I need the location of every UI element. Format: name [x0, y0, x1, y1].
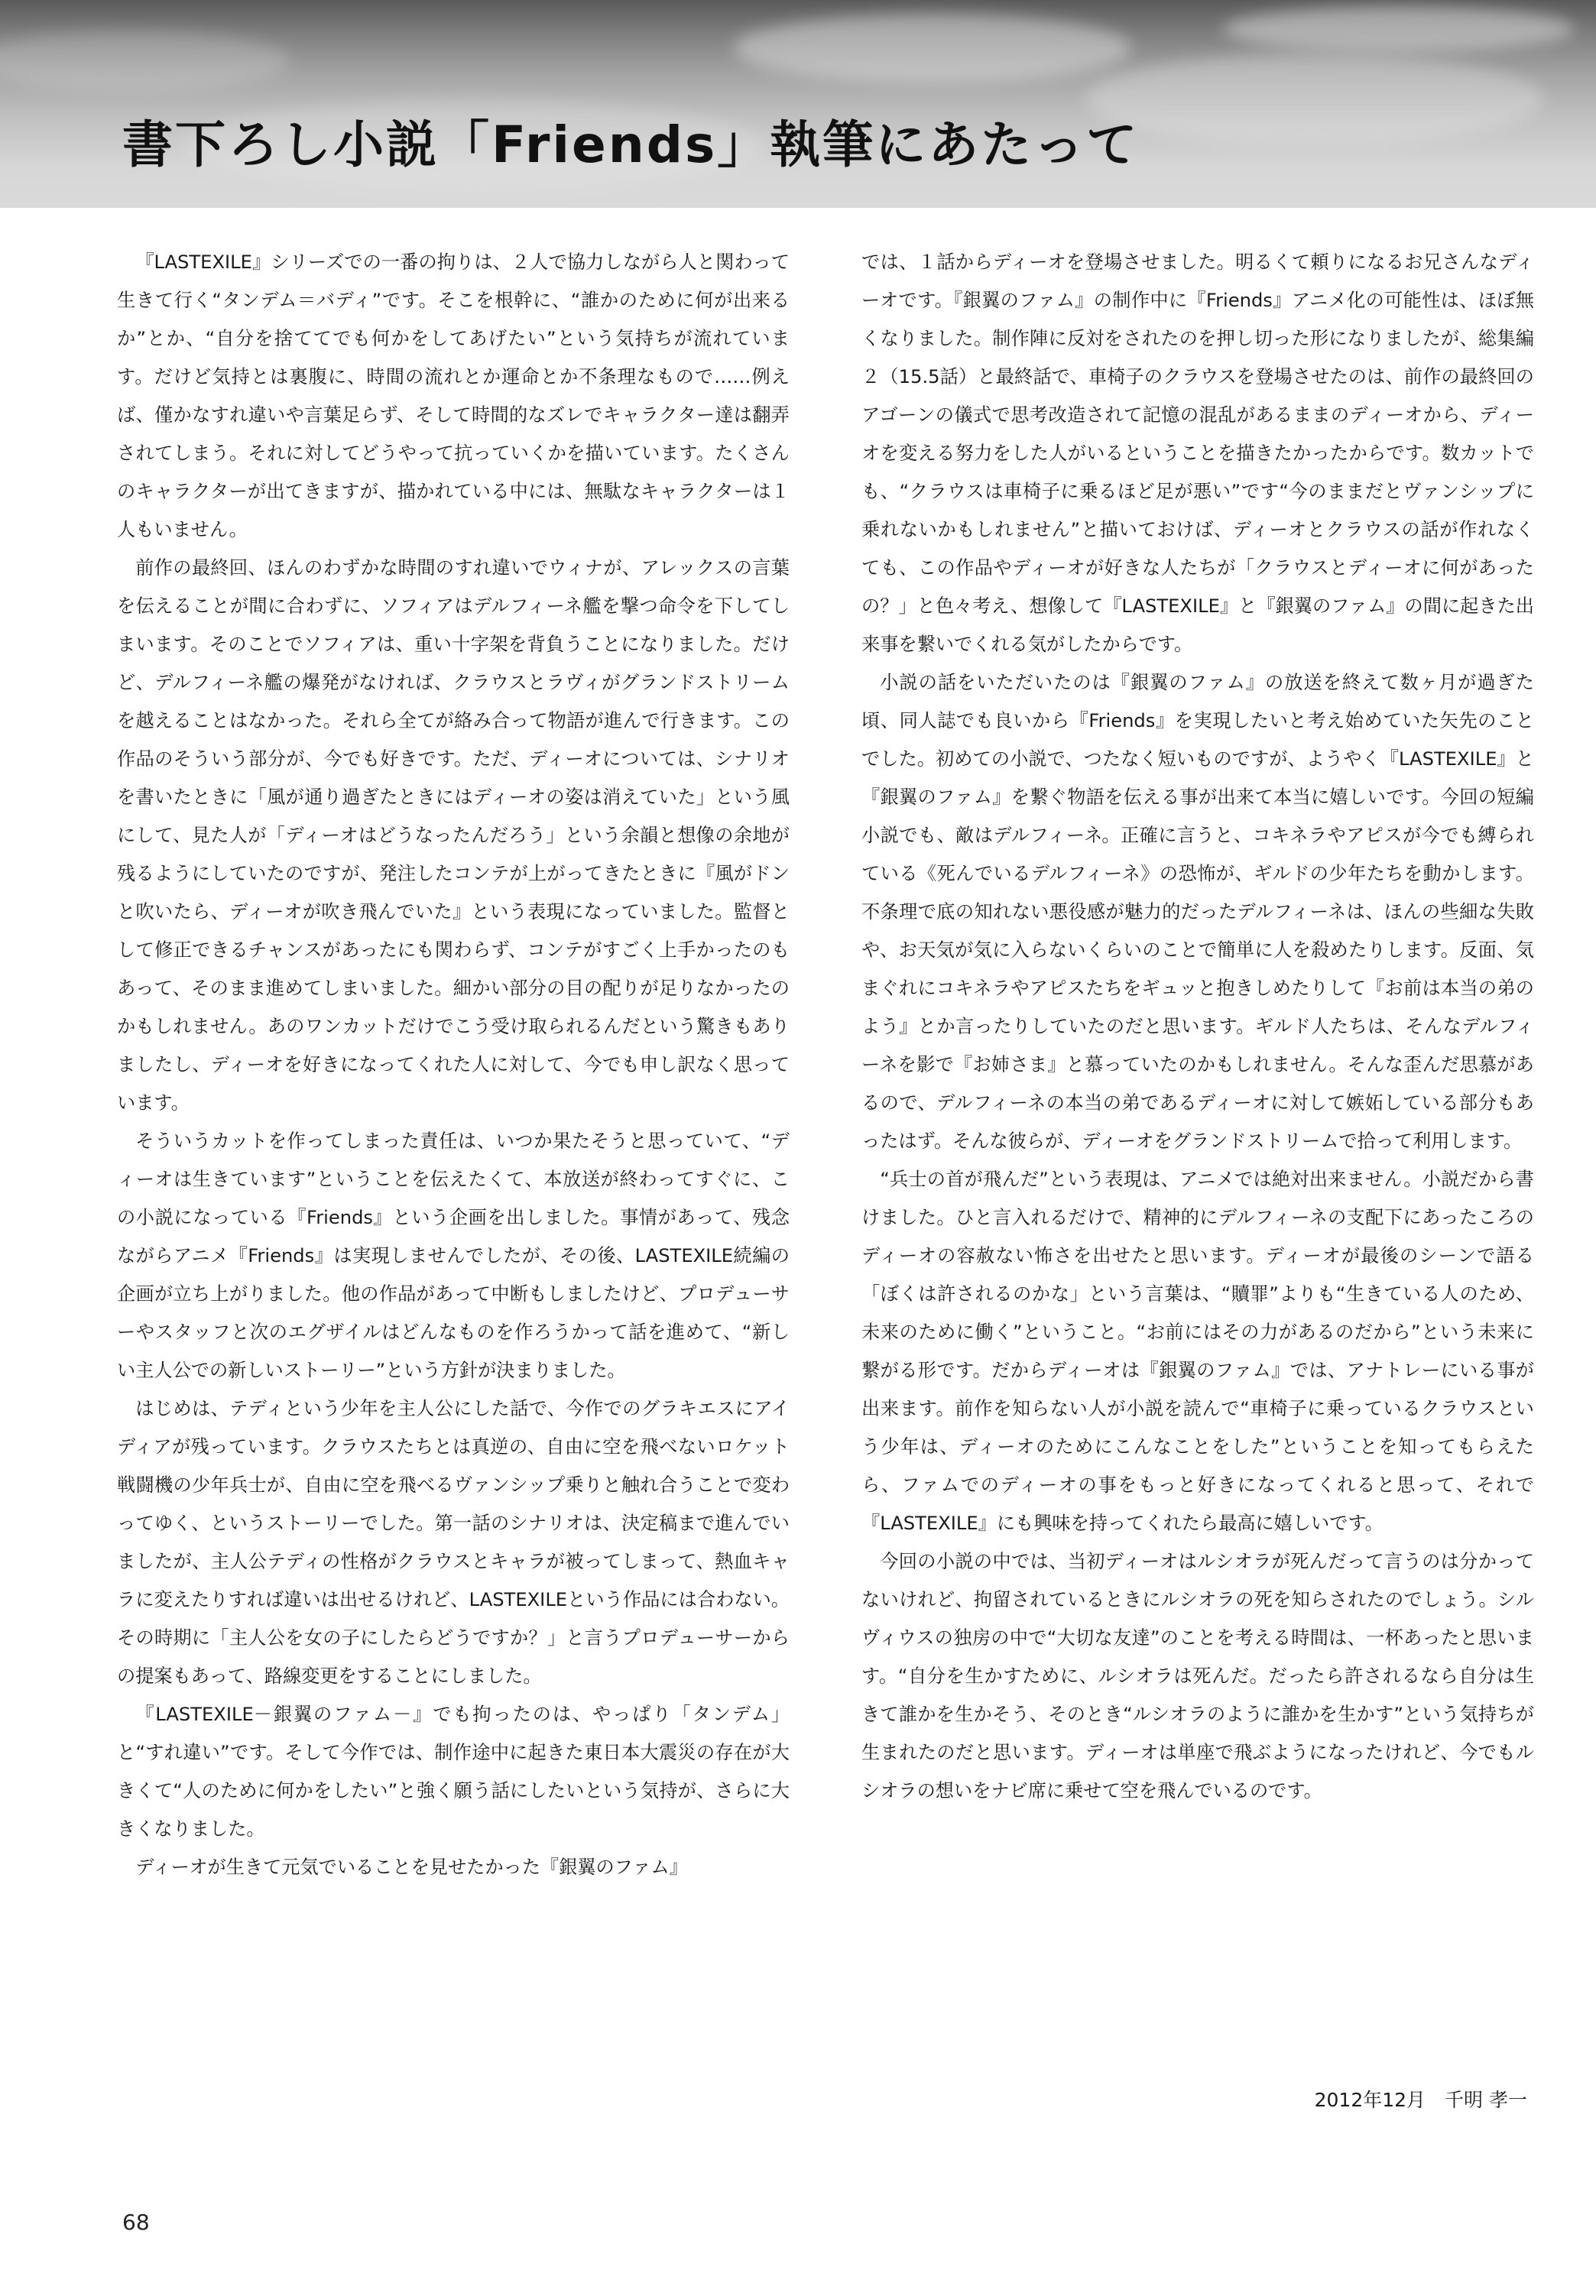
- page-title: 書下ろし小説「Friends」執筆にあたって: [122, 115, 1140, 174]
- paragraph: 今回の小説の中では、当初ディーオはルシオラが死んだって言うのは分かってないけれど、拘留されているときにルシオラの死を知らされたのでしょう。シルヴィウスの独房の中で“大切な友達”のことを考える時間は、一杯あったと思います。“自分を生かすために、ルシオラは死んだ。だったら許されるなら自分は生きて誰かを生かそう、そのとき“ルシオラのように誰かを生かす”という気持ちが生まれたのだと思います。ディーオは単座で飛ぶようになったけれど、今でもルシオラの想いをナビ席に乗せて空を飛んでいるのです。: [861, 1551, 1534, 1801]
- paragraph: 『LASTEXILE』シリーズでの一番の拘りは、２人で協力しながら人と関わって生きて行く“タンデム＝バディ”です。そこを根幹に、“誰かのために何が出来るか”とか、“自分を捨ててでも何かをしてあげたい”という気持ちが流れています。だけど気持とは裏腹に、時間の流れとか運命とか不条理なもので……例えば、僅かなすれ違いや言葉足らず、そして時間的なズレでキャラクター達は翻弄されてしまう。それに対してどうやって抗っていくかを描いています。たくさんのキャラクターが出てきますが、描かれている中には、無駄なキャラクターは１人もいません。: [117, 251, 790, 540]
- paragraph: はじめは、テディという少年を主人公にした話で、今作でのグラキエスにアイディアが残っています。クラウスたちとは真逆の、自由に空を飛べないロケット戦闘機の少年兵士が、自由に空を飛べるヴァンシップ乗りと触れ合うことで変わってゆく、というストーリーでした。第一話のシナリオは、決定稿まで進んでいましたが、主人公テディの性格がクラウスとキャラが被ってしまって、熱血キャラに変えたりすれば違いは出せるけれど、LASTEXILEという作品には合わない。その時期に「主人公を女の子にしたらどうですか？」と言うプロデューサーからの提案もあって、路線変更をすることにしました。: [117, 1398, 790, 1687]
- left-column: [117, 243, 790, 1886]
- paragraph: “兵士の首が飛んだ”という表現は、アニメでは絶対出来ません。小説だから書けました。ひと言入れるだけで、精神的にデルフィーネの支配下にあったころのディーオの容赦ない怖さを出せたと思います。ディーオが最後のシーンで語る「ぼくは許されるのかな」という言葉は、“贖罪”よりも“生きている人のため、未来のために働く”ということ。“お前にはその力があるのだから”という未来に繋がる形です。だからディーオは『銀翼のファム』では、アナトレーにいる事が出来ます。前作を知らない人が小説を読んで“車椅子に乗っているクラウスという少年は、ディーオのためにこんなことをした”ということを知ってもらえたら、ファムでのディーオの事をもっと好きになってくれると思って、それで『LASTEXILE』にも興味を持ってくれたら最高に嬉しいです。: [861, 1169, 1534, 1534]
- cloud-texture: [1085, 54, 1544, 145]
- paragraph: 小説の話をいただいたのは『銀翼のファム』の放送を終えて数ヶ月が過ぎた頃、同人誌でも良いから『Friends』を実現したいと考え始めていた矢先のことでした。初めての小説で、つたなく短いものですが、ようやく『LASTEXILE』と『銀翼のファム』を繋ぐ物語を伝える事が出来て本当に嬉しいです。今回の短編小説でも、敵はデルフィーネ。正確に言うと、コキネラやアピスが今でも縛られている《死んでいるデルフィーネ》の恐怖が、ギルドの少年たちを動かします。不条理で底の知れない悪役感が魅力的だったデルフィーネは、ほんの些細な失敗や、お天気が気に入らないくらいのことで簡単に人を殺めたりします。反面、気まぐれにコキネラやアピスたちをギュッと抱きしめたりして『お前は本当の弟のよう』とか言ったりしていたのだと思います。ギルド人たちは、そんなデルフィーネを影で『お姉さま』と慕っていたのかもしれません。そんな歪んだ思慕があるので、デルフィーネの本当の弟であるディーオに対して嫉妬している部分もあったはず。そんな彼らが、ディーオをグランドストリームで拾って利用します。: [861, 672, 1534, 1152]
- cloud-texture: [0, 31, 290, 92]
- cloud-texture: [734, 14, 1131, 83]
- paragraph: 前作の最終回、ほんのわずかな時間のすれ違いでウィナが、アレックスの言葉を伝えることが間に合わずに、ソフィアはデルフィーネ艦を撃つ命令を下してしまいます。そのことでソフィアは、重い十字架を背負うことになりました。だけど、デルフィーネ艦の爆発がなければ、クラウスとラヴィがグランドストリームを越えることはなかった。それら全てが絡み合って物語が進んで行きます。この作品のそういう部分が、今でも好きです。ただ、ディーオについては、シナリオを書いたときに「風が通り過ぎたときにはディーオの姿は消えていた」という風にして、見た人が「ディーオはどうなったんだろう」という余韻と想像の余地が残るようにしていたのですが、発注したコンテが上がってきたときに『風がドンと吹いたら、ディーオが吹き飛んでいた』という表現になっていました。監督として修正できるチャンスがあったにも関わらず、コンテがすごく上手かったのもあって、そのまま進めてしまいました。細かい部分の目の配りが足りなかったのかもしれません。あのワンカットだけでこう受け取られるんだという驚きもありましたし、ディーオを好きになってくれた人に対して、今でも申し訳なく思っています。: [117, 557, 790, 1114]
- paragraph: 『LASTEXILE－銀翼のファム－』でも拘ったのは、やっぱり「タンデム」と“すれ違い”です。そして今作では、制作途中に起きた東日本大震災の存在が大きくて“人のために何かをしたい”と強く願う話にしたいという気持が、さらに大きくなりました。: [117, 1704, 790, 1840]
- paragraph: そういうカットを作ってしまった責任は、いつか果たそうと思っていて、“ディーオは生きています”ということを伝えたくて、本放送が終わってすぐに、この小説になっている『Friends』という企画を出しました。事情があって、残念ながらアニメ『Friends』は実現しませんでしたが、その後、LASTEXILE続編の企画が立ち上がりました。他の作品があって中断もしましたけど、プロデューサーやスタッフと次のエグザイルはどんなものを作ろうかって話を進めて、“新しい主人公での新しいストーリー”という方針が決まりました。: [117, 1130, 790, 1381]
- paragraph: では、１話からディーオを登場させました。明るくて頼りになるお兄さんなディーオです。『銀翼のファム』の制作中に『Friends』アニメ化の可能性は、ほぼ無くなりました。制作陣に反対をされたのを押し切った形になりましたが、総集編２（15.5話）と最終話で、車椅子のクラウスを登場させたのは、前作の最終回のアゴーンの儀式で思考改造されて記憶の混乱があるままのディーオから、ディーオを変える努力をした人がいるということを描きたかったからです。数カットでも、“クラウスは車椅子に乗るほど足が悪い”です“今のままだとヴァンシップに乗れないかもしれません”と描いておけば、ディーオとクラウスの話が作れなくても、この作品やディーオが好きな人たちが「クラウスとディーオに何があったの？」と色々考え、想像して『LASTEXILE』と『銀翼のファム』の間に起きた出来事を繋いでくれる気がしたからです。: [861, 251, 1534, 655]
- right-column: [861, 243, 1534, 1810]
- header-banner: [0, 0, 1596, 208]
- paragraph: ディーオが生きて元気でいることを見せたかった『銀翼のファム』: [135, 1857, 688, 1878]
- page-number: 68: [122, 2210, 150, 2235]
- author-signature: 2012年12月 千明 孝一: [1314, 2089, 1527, 2111]
- cloud-texture: [1223, 6, 1575, 52]
